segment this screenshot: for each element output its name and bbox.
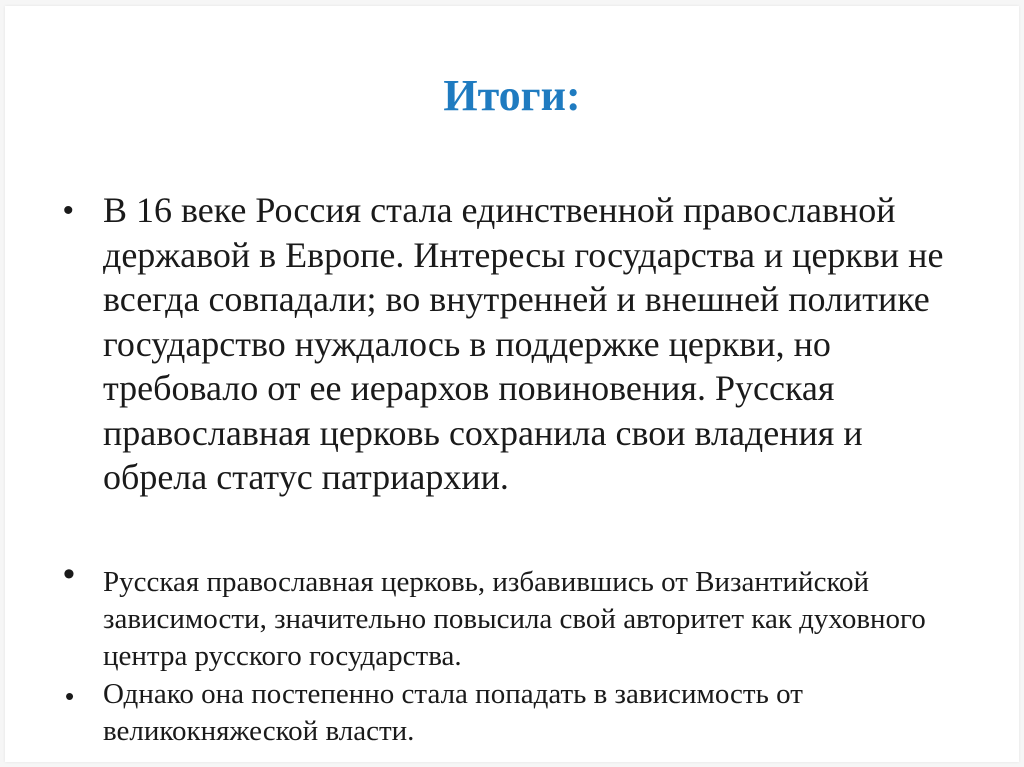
bullet-item [57, 676, 957, 750]
bullet-text: Однако она постепенно стала попадать в зависимость от великокняжеской власти. [103, 678, 803, 747]
slide [5, 6, 1019, 762]
slide-title: Итоги: [443, 71, 581, 120]
bullet-marker: • [63, 555, 75, 593]
bullet-text: Русская православная церковь, избавившись от Византийской зависимости, значительно повысила свой авторитет как духовного центра русского государства. [103, 566, 926, 672]
bullet-item [57, 555, 957, 675]
bullet-marker: • [63, 194, 74, 227]
bullet-marker: • [65, 681, 75, 711]
bullet-text: В 16 веке Россия стала единственной православной державой в Европе. Интересы государства и церкви не всегда совпадали; во внутренней и внешней политике государство нуждалось в поддержке церкви, но требовало от ее иерархов повиновения. Русская православная церковь сохранила свои владения и обрела статус патриархии. [103, 190, 944, 497]
bullet-item [57, 188, 957, 500]
